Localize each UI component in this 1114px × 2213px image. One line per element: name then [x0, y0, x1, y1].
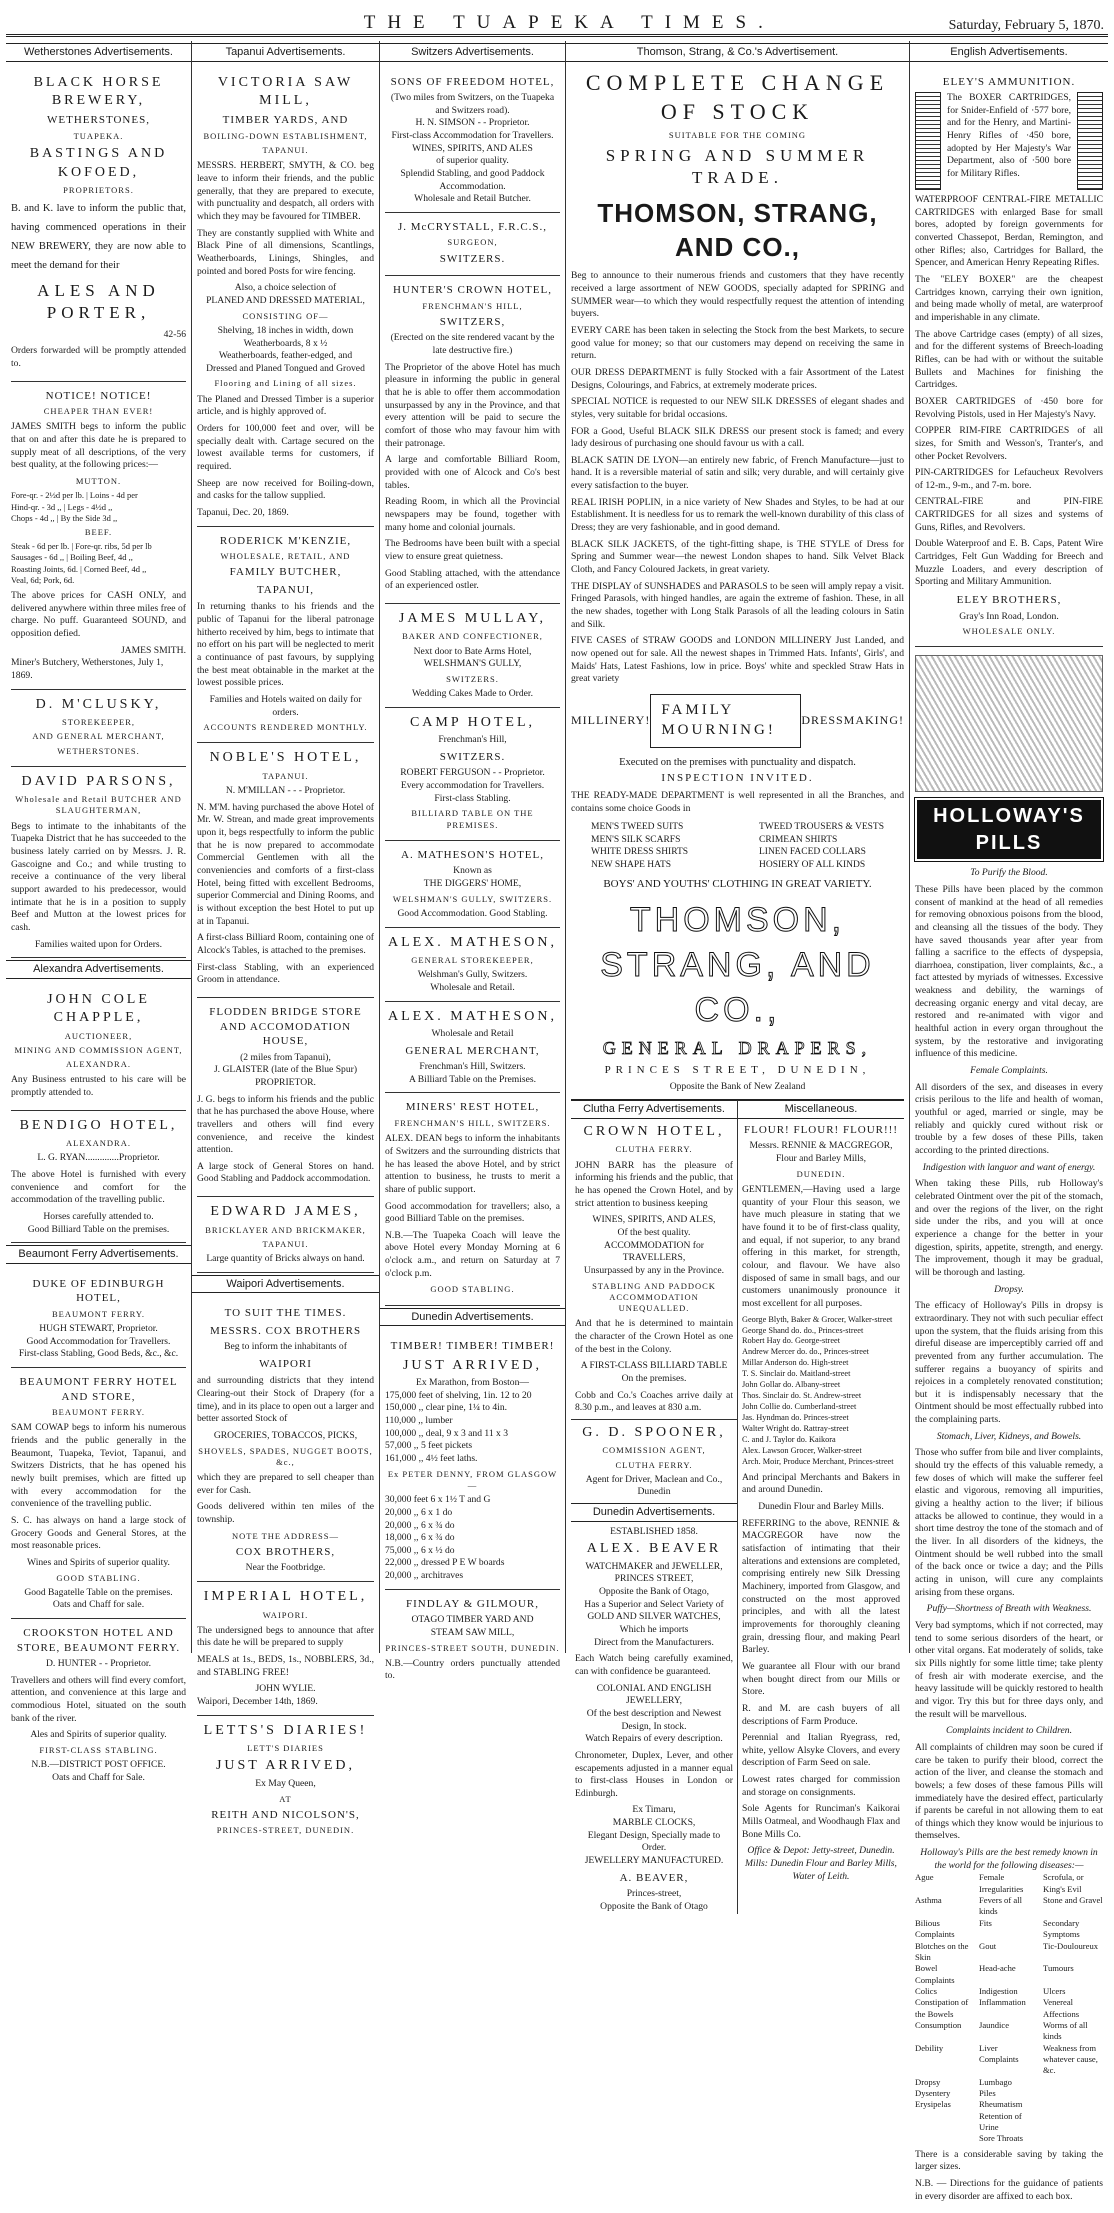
disease-cell: Stone and Gravel [1043, 1895, 1103, 1906]
cartridge-illustration-right [1077, 92, 1103, 190]
ad-duke-hotel: DUKE OF EDINBURGH HOTEL, BEAUMONT FERRY. HUGH STEWART, Proprietor. Good Accommodation for Travellers. First-class Stabling, Good Beds, &c., &c. [11, 1270, 186, 1368]
disease-cell: Scrofula, or King's Evil [1043, 1872, 1084, 1894]
disease-cell: Inflammation [979, 1997, 1026, 2008]
ad-alex-matheson-merchant: ALEX. MATHESON, Wholesale and Retail GENERAL MERCHANT, Frenchman's Hill, Switzers. A Billiard Table on the Premises. [385, 1002, 560, 1094]
ad-chapple: JOHN COLE CHAPPLE, AUCTIONEER, MINING AND COMMISSION AGENT, ALEXANDRA. Any Business entrusted to his care will be promptly attended to. [11, 985, 186, 1111]
ad-mccrystall: J. McCRYSTALL, F.R.C.S., SURGEON, SWITZERS. [385, 213, 560, 276]
ad-edward-james: EDWARD JAMES, BRICKLAYER AND BRICKMAKER, TAPANUI. Large quantity of Bricks always on hand. [197, 1197, 374, 1273]
ad-miners-rest: MINERS' REST HOTEL, FRENCHMAN'S HILL, SWITZERS. ALEX. DEAN begs to inform the inhabitants of Switzers and the surrounding districts that he has leased the above Hotel, and by strict attention to business, he trusts to merit a share of public support. Good accommodation for travellers; also, a good Billiard Table on the premises. N.B.—The Tuapeka Coach will leave the above Hotel every Monday Morning at 6 o'clock a.m., and return on Saturday at 7 o'clock p.m. GOOD STABLING. [385, 1093, 560, 1305]
disease-cell: Retention of Urine [979, 2110, 1022, 2133]
cartridge-illustration-left [915, 92, 941, 190]
millinery-row: MILLINERY! FAMILY MOURNING! DRESSMAKING! [571, 694, 904, 748]
disease-cell: Bilious Complaints [915, 1917, 955, 1940]
section-header: Wetherstones Advertisements. [6, 43, 191, 62]
disease-cell: Rheumatism [979, 2099, 1023, 2110]
ad-hunters-crown: HUNTER'S CROWN HOTEL, FRENCHMAN'S HILL, SWITZERS, (Erected on the site rendered vacant by the late destructive fire.) The Proprietor of the above Hotel has much pleasure in informing the public in general that he is able to offer them accommodation unsurpassed by any in the Province, and that every attention will be paid to secure the comfort of those who may favour him with their patronage. A large and comfortable Billiard Room, provided with one of Alcock and Co's best tables. Reading Room, in which all the Provincial newspapers may be found, together with many home and colonial journals. The Bedrooms have been built with a special view to ensure great quietness. Good Stabling attached, with the attendance of an experienced ostler. [385, 276, 560, 604]
ad-findlay-gilmour: FINDLAY & GILMOUR, OTAGO TIMBER YARD AND STEAM SAW MILL, PRINCES-STREET SOUTH, DUNEDIN. N.B.—Country orders punctually attended to. [385, 1597, 560, 1682]
disease-cell: Blotches on the Skin [915, 1940, 969, 1962]
ad-parsons: DAVID PARSONS, Wholesale and Retail BUTCHER AND SLAUGHTERMAN, Begs to intimate to the inhabitants of the Tuapeka District that he has succeeded to the business lately carried on by Messrs. J. R. Gascoigne and Co.; and while trusting to receive a continuance of the very liberal support awarded to his predecessor, would intimate that he is in a position to supply Beef and Mutton at the lowest prices for cash. Families waited upon for Orders. [11, 767, 186, 958]
ad-mullay: JAMES MULLAY, BAKER AND CONFECTIONER, Next door to Bate Arms Hotel, WELSHMAN'S GULLY, SWITZERS. Wedding Cakes Made to Order. [385, 604, 560, 708]
engraving-illustration [915, 655, 1103, 792]
disease-cell: Head-ache [979, 1963, 1016, 1974]
disease-cell [1043, 2099, 1103, 2110]
masthead [6, 0, 1108, 37]
disease-cell: Tic-Douloureux [1043, 1940, 1099, 1951]
disease-cell: Sore Throats [979, 2133, 1023, 2144]
disease-cell: Asthma [915, 1895, 942, 1906]
section-header: Waipori Advertisements. [192, 1275, 379, 1294]
ad-mcclusky: D. M'CLUSKY, STOREKEEPER, AND GENERAL MERCHANT, WETHERSTONES. [11, 690, 186, 767]
firm-name: THOMSON, STRANG, AND CO., [597, 197, 878, 262]
disease-cell: Venereal Affections [1043, 1997, 1080, 2019]
section-header: English Advertisements. [910, 43, 1108, 62]
section-header: Tapanui Advertisements. [192, 43, 379, 62]
disease-cell: Worms of all kinds [1043, 2019, 1088, 2042]
disease-cell: Constipation of the Bowels [915, 1997, 969, 2019]
disease-cell: Ague [915, 1872, 934, 1883]
section-header: Dunedin Advertisements. [380, 1308, 565, 1327]
ad-matheson-hotel: A. MATHESON'S HOTEL, Known as THE DIGGERS' HOME, WELSHMAN'S GULLY, SWITZERS. Good Accommodation. Good Stabling. [385, 841, 560, 928]
section-header: Dunedin Advertisements. [571, 1503, 737, 1522]
firm-name-outline: THOMSON, STRANG, AND CO., [600, 900, 875, 1029]
ad-beaumont-ferry-hotel: BEAUMONT FERRY HOTEL AND STORE, BEAUMONT FERRY. SAM COWAP begs to inform his numerous friends and the public generally in the Beaumont, Tuapeka, Teviot, Tapanui, and Switzers Districts, that he has opened his newly built premises, which are fitted up with every accommodation for the convenience of the travelling public. S. C. has always on hand a large stock of Grocery Goods and General Stores, at the most reasonable prices. Wines and Spirits of superior quality. GOOD STABLING. Good Bagatelle Table on the premises. Oats and Chaff for sale. [11, 1368, 186, 1619]
diseases-table [915, 1872, 1103, 2144]
disease-cell: Consumption [915, 2019, 962, 2030]
disease-cell [1043, 2111, 1103, 2134]
section-header: Clutha Ferry Advertisements. [571, 1100, 737, 1119]
section-header: Miscellaneous. [738, 1100, 904, 1119]
section-header: Switzers Advertisements. [380, 43, 565, 62]
disease-cell: Debility [915, 2042, 944, 2053]
ad-timber: TIMBER! TIMBER! TIMBER! JUST ARRIVED, Ex Marathon, from Boston— 175,000 feet of shelving, 1in. 12 to 20 150,000 ,, clear pine, 1¼ to 4in. 110,000 ,, lumber 100,000 ,, deal, 9 x 3 and 11 x 3 57,000 ,, 5 feet pickets 161,000 ,, 4½ feet laths. Ex PETER DENNY, FROM GLASGOW— 30,000 feet 6 x 1½ T and G 20,000 ,, 6 x 1 do 20,000 ,, 6 x ¾ do 18,000 ,, 6 x ¾ do 75,000 ,, 6 x ½ do 22,000 ,, dressed P E W boards 20,000 ,, architraves [385, 1332, 560, 1590]
ad-camp-hotel: CAMP HOTEL, Frenchman's Hill, SWITZERS. ROBERT FERGUSON - - Proprietor. Every accommodation for Travellers. First-class Stabling. BILLIARD TABLE ON THE PREMISES. [385, 708, 560, 841]
disease-cell [1043, 2077, 1103, 2088]
disease-cell: Dropsy [915, 2076, 941, 2087]
disease-cell: Secondary Symptoms [1043, 1917, 1080, 1940]
disease-cell: Gout [979, 1940, 997, 1951]
disease-cell: Fits [979, 1917, 992, 1928]
disease-cell: Indigestion [979, 1985, 1018, 1996]
ad-black-horse-brewery: BLACK HORSE BREWERY, WETHERSTONES, TUAPEKA. BASTINGS AND KOFOED, PROPRIETORS. B. and K. lave to inform the public that, having commenced operations in their NEW BREWERY, they are now able to meet the demand for their ALES AND PORTER, 42-56 Orders forwarded will be promptly attended to. [11, 68, 186, 382]
disease-cell [915, 2133, 975, 2144]
ad-eley-ammunition: ELEY'S AMMUNITION. The BOXER CARTRIDGES, for Snider-Enfield of ·577 bore, and for the Henry, and Martini-Henry Rifles of ·450 bore, adopted by Her Majesty's War Department, also of ·500 bore for Military Rifles. WATERPROOF CENTRAL-FIRE METALLIC CARTRIDGES with enlarged Base for small bores, adopted by foreign governments for converted Chassepot, Berdan, Remington, and other Rifles; also, Cartridges for Ballard, the Spencer, and American Henry Repeating Rifles. The "ELEY BOXER" are the cheapest Cartridges known, carrying their own ignition, and being made wholly of metal, are waterproof and imperishable in any climate. The above Cartridge cases (empty) of all sizes, and for the different systems of Breech-loading Rifles, can be had with or without the suitable Bullets and Machines for finishing the Cartridges. BOXER CARTRIDGES of ·450 bore for Revolving Pistols, used in Her Majesty's Navy. COPPER RIM-FIRE CARTRIDGES of all sizes, for Smith and Wesson's, Tranter's, and other Pocket Revolvers. PIN-CARTRIDGES for Lefaucheux Revolvers of 12-m., 9-m., and 7-m. bore. CENTRAL-FIRE and PIN-FIRE CARTRIDGES for all sizes and systems of Guns, Rifles, and Revolvers. Double Waterproof and E. B. Caps, Patent Wire Cartridges, Felt Gun Wadding for Breech and Muzzle Loaders, and every description of Sporting and Military Ammunition. ELEY BROTHERS, Gray's Inn Road, London. WHOLESALE ONLY. [915, 68, 1103, 648]
section-header: Thomson, Strang, & Co.'s Advertisement. [566, 43, 909, 62]
disease-cell: Weakness from whatever cause, &c. [1043, 2042, 1098, 2076]
disease-cell: Erysipelas [915, 2099, 951, 2110]
disease-cell: Lumbago [979, 2076, 1012, 2087]
headline-complete-change: COMPLETE CHANGE OF STOCK [585, 69, 890, 124]
disease-cell: Tumours [1043, 1963, 1074, 1974]
disease-cell [1043, 2133, 1103, 2144]
ad-bendigo-hotel: BENDIGO HOTEL, ALEXANDRA. L. G. RYAN..............Proprietor. The above Hotel is furnished with every convenience and comfort for the accommodation of the travelling public. Horses carefully attended to. Good Billiard Table on the premises. [11, 1111, 186, 1244]
section-header: Beaumont Ferry Advertisements. [6, 1245, 191, 1264]
disease-cell: Piles [979, 2087, 996, 2098]
disease-cell: Liver Complaints [979, 2042, 1019, 2064]
masthead-title: THE TUAPEKA TIMES. [363, 12, 775, 33]
column-thomson-strang: Thomson, Strang, & Co.'s Advertisement. COMPLETE CHANGE OF STOCK SUITABLE FOR THE COMING SPRING AND SUMMER TRADE. THOMSON, STRANG, AND CO., Beg to announce to their numerous friends and customers that they have recently received a large assortment of NEW GOODS, specially adapted for SPRING and SUMMER wear—to which they would respectfully request the attention of intending buyers. EVERY CARE has been taken in selecting the Stock from the best Markets, to secure good value for money; so that our customers may depend on receiving the same in return. OUR DRESS DEPARTMENT is fully Stocked with a fair Assortment of the Latest Designs, Colourings, and Fabrics, at extremely moderate prices. SPECIAL NOTICE is requested to our NEW SILK DRESSES of elegant shades and styles, very suitable for bridal occasions. FOR a Good, Useful BLACK SILK DRESS our present stock is famed; and every lady desirous of purchasing one should favour us with a call. BLACK SATIN DE LYON—an entirely new fabric, of French Manufacture—just to hand. It is a reversible material of satin and silk; very durable, and will certainly give every satisfaction to the buyer. REAL IRISH POPLIN, in a nice variety of New Shades and Styles, to be had at our Establishment. It is needless for us to remark the well-known durability of this class of Dress; they are very fashionable, and in good demand. BLACK SILK JACKETS, of the tight-fitting shape, is THE STYLE of Dress for Spring and Summer wear—the newest London shapes to hand. Silk Velvet Black Cloth, and Fancy Coloured Jackets, in great variety. THE DISPLAY of SUNSHADES and PARASOLS to be seen will amply repay a visit. Fringed Parasols, with hinged handles, are again the extreme of fashion. These, in all the new shades, together with Long Stalk Parasols of all the leading colours in Satin and Silk. FIVE CASES of STRAW GOODS and LONDON MILLINERY Just Landed, and now opened out for sale. All the newest shapes in Trimmed Hats. Infants', Girls', and Maids' Hats, Latest Fashions, low in price. Boys' white and speckled Straw Hats in great variety MILLINERY! FAMILY MOURNING! DRESSMAKING! Executed on the premises with punctuality and dispatch. INSPECTION INVITED. THE READY-MADE DEPARTMENT is well represented in all the Branches, and contains some choice Goods in MEN'S TWEED SUITS MEN'S SILK SCARFS WHITE DRESS SHIRTS NEW SHAPE HATS TWEED TROUSERS & VESTS CRIMEAN SHIRTS LINEN FACED COLLARS HOSIERY OF ALL KINDS BOYS' AND YOUTHS' CLOTHING IN GREAT VARIETY. THOMSON, STRANG, AND CO., GENERAL DRAPERS, PRINCES STREET, DUNEDIN, Opposite the Bank of New Zealand Clutha Ferry Advertisements. CROWN HOTEL, CLUTHA FERRY. JOHN BARR has the pleasure of informing his friends and the public, that he has opened the Crown Hotel, and by strict attention to business keeping WINES, SPIRITS, AND ALES, Of the best quality. ACCOMMODATION for TRAVELLERS, Unsurpassed by any in the Province. STABLING AND PADDOCK ACCOMMODATION UNEQUALLED. And that he is determined to maintain the character of the Crown Hotel as one of the best in the Colony. A FIRST-CLASS BILLIARD TABLE On the premises. Cobb and Co.'s Coaches arrive daily at 8.30 p.m., and leaves at 830 a.m. G. D. SPOONER, COMMISSION AGENT, CLUTHA FERRY. Agent for Driver, Maclean and Co., Dunedin Dunedin Advertisements. ESTABLISHED 1858. ALEX. BEAVER WATCHMAKER and JEWELLER, PRINCES STREET, Opposite the Bank of Otago, Has a Superior and Select Variety of GOLD AND SILVER WATCHES, Which he imports Direct from the Manufacturers. Each Watch being carefully examined, can with confidence be guaranteed. COLONIAL AND ENGLISH JEWELLERY, Of the best description and Newest Design, In stock. Watch Repairs of every description. Chronometer, Duplex, Lever, and other escapements adjusted in a manner equal to first-class Houses in London or Edinburgh. Ex Timaru, MARBLE CLOCKS, Elegant Design, Specially made to Order. JEWELLERY MANUFACTURED. A. BEAVER, Princes-street, Opposite the Bank of Otago Miscellaneous. FLOUR! FLOUR! FLOUR!!! Messrs. RENNIE & MACGREGOR, Flour and Barley Mills, DUNEDIN. GENTLEMEN,—Having used a large quantity of your Flour this season, we have much pleasure in stating that we have found it to be of first-class quality, and equal, if not superior, to any brand offering in this market, for strength, colour, and flavour. We have also disposed of same in small bags, and our customers unanimously pronounce it most excellent for all purposes. George Blyth, Baker & Grocer, Walker-street George Shand do. do., Princes-street Robert Hay do. George-street Andrew Mercer do. do., Princes-street Millar Anderson do. High-street T. S. Sinclair do. Maitland-street John Gollar do. Albany-street Thos. Sinclair do. St. Andrew-street John Collie do. Cumberland-street Jas. Hyndman do. Princes-street Walter Wright do. Rattray-street C. and J. Taylor do. Kaikora Alex. Lawson Grocer, Walker-street Arch. Moir, Produce Merchant, Princes-street And principal Merchants and Bakers in and around Dunedin. Dunedin Flour and Barley Mills. REFERRING to the above, RENNIE & MACGREGOR have now the satisfaction of intimating that their alterations and extensions are completed, comprising entirely new Silk Dressing Machinery, imported from Glasgow, and constructed on the most approved principles, and with all the latest improvements for thoroughly cleaning grain, dressing flour, and making Pearl Barley. We guarantee all Flour with our brand when bought direct from our Mills or Store. R. and M. are cash buyers of all descriptions of Farm Produce. Perennial and Italian Ryegrass, red, white, yellow Alsyke Clovers, and every description of Farm Seed on sale. Lowest rates charged for commission and storage on consignments. Sole Agents for Runciman's Kaikorai Mills Oatmeal, and Woodhaugh Flax and Bone Mills Co. Office & Depot: Jetty-street, Dunedin. Mills: Dunedin Flour and Barley Mills, Water of Leith. [566, 41, 910, 1653]
ready-made-list: MEN'S TWEED SUITS MEN'S SILK SCARFS WHITE DRESS SHIRTS NEW SHAPE HATS TWEED TROUSERS & VESTS CRIMEAN SHIRTS LINEN FACED COLLARS HOSIERY OF ALL KINDS [591, 822, 884, 870]
column-switzers [380, 41, 566, 1682]
ad-sons-of-freedom: SONS OF FREEDOM HOTEL, (Two miles from Switzers, on the Tuapeka and Switzers road). H. N. SIMSON - - Proprietor. First-class Accommodation for Travellers. WINES, SPIRITS, AND ALES of superior quality. Splendid Stabling, and good Paddock Accommodation. Wholesale and Retail Butcher. [385, 68, 560, 213]
ad-alex-matheson-store: ALEX. MATHESON, GENERAL STOREKEEPER, Welshman's Gully, Switzers. Wholesale and Retail. [385, 928, 560, 1002]
disease-cell: Bowel Complaints [915, 1963, 955, 1985]
disease-cell: Ulcers [1043, 1985, 1066, 1996]
disease-cell [1043, 2088, 1103, 2099]
lower-subcolumns: Clutha Ferry Advertisements. CROWN HOTEL, CLUTHA FERRY. JOHN BARR has the pleasure of informing his friends and the public, that he has opened the Crown Hotel, and by strict attention to business keeping WINES, SPIRITS, AND ALES, Of the best quality. ACCOMMODATION for TRAVELLERS, Unsurpassed by any in the Province. STABLING AND PADDOCK ACCOMMODATION UNEQUALLED. And that he is determined to maintain the character of the Crown Hotel as one of the best in the Colony. A FIRST-CLASS BILLIARD TABLE On the premises. Cobb and Co.'s Coaches arrive daily at 8.30 p.m., and leaves at 830 a.m. G. D. SPOONER, COMMISSION AGENT, CLUTHA FERRY. Agent for Driver, Maclean and Co., Dunedin Dunedin Advertisements. ESTABLISHED 1858. ALEX. BEAVER WATCHMAKER and JEWELLER, PRINCES STREET, Opposite the Bank of Otago, Has a Superior and Select Variety of GOLD AND SILVER WATCHES, Which he imports Direct from the Manufacturers. Each Watch being carefully examined, can with confidence be guaranteed. COLONIAL AND ENGLISH JEWELLERY, Of the best description and Newest Design, In stock. Watch Repairs of every description. Chronometer, Duplex, Lever, and other escapements adjusted in a manner equal to first-class Houses in London or Edinburgh. Ex Timaru, MARBLE CLOCKS, Elegant Design, Specially made to Order. JEWELLERY MANUFACTURED. A. BEAVER, Princes-street, Opposite the Bank of Otago Miscellaneous. FLOUR! FLOUR! FLOUR!!! Messrs. RENNIE & MACGREGOR, Flour and Barley Mills, DUNEDIN. GENTLEMEN,—Having used a large quantity of your Flour this season, we have much pleasure in stating that we have found it to be of first-class quality, and equal, if not superior, to any brand offering in this market, for strength, colour, and flavour. We have also disposed of same in small bags, and our customers unanimously pronounce it most excellent for all purposes. George Blyth, Baker & Grocer, Walker-street George Shand do. do., Princes-street Robert Hay do. George-street Andrew Mercer do. do., Princes-street Millar Anderson do. High-street T. S. Sinclair do. Maitland-street John Gollar do. Albany-street Thos. Sinclair do. St. Andrew-street John Collie do. Cumberland-street Jas. Hyndman do. Princes-street Walter Wright do. Rattray-street C. and J. Taylor do. Kaikora Alex. Lawson Grocer, Walker-street Arch. Moir, Produce Merchant, Princes-street And principal Merchants and Bakers in and around Dunedin. Dunedin Flour and Barley Mills. REFERRING to the above, RENNIE & MACGREGOR have now the satisfaction of intimating that their alterations and extensions are completed, comprising entirely new Silk Dressing Machinery, imported from Glasgow, and constructed on the most approved principles, and with all the latest improvements for thoroughly cleaning grain, dressing flour, and making Pearl Barley. We guarantee all Flour with our brand when bought direct from our Mills or Store. R. and M. are cash buyers of all descriptions of Farm Produce. Perennial and Italian Ryegrass, red, white, yellow Alsyke Clovers, and every description of Farm Seed on sale. Lowest rates charged for commission and storage on consignments. Sole Agents for Runciman's Kaikorai Mills Oatmeal, and Woodhaugh Flax and Bone Mills Co. Office & Depot: Jetty-street, Dunedin. Mills: Dunedin Flour and Barley Mills, Water of Leith. [571, 1099, 904, 1913]
ad-imperial-hotel: IMPERIAL HOTEL, WAIPORI. The undersigned begs to announce that after this date he will be prepared to supply MEALS at 1s., BEDS, 1s., NOBBLERS, 3d., and STABLING FREE! JOHN WYLIE. Waipori, December 14th, 1869. [197, 1582, 374, 1716]
family-mourning-box: FAMILY MOURNING! [650, 694, 801, 748]
disease-cell [915, 2111, 975, 2134]
ad-nobles-hotel: NOBLE'S HOTEL, TAPANUI. N. M'MILLAN - - - Proprietor. N. M'M. having purchased the above Hotel of Mr. W. Strean, and made great improvements upon it, begs respectfully to inform the public that he is now prepared to accommodate Commercial Gentlemen with all the conveniencies and comforts of a first-class Hotel, being fitted with excellent Bedrooms, superior Commercial and Dining Rooms, and is without exception the best Hotel to put up at in Tapanui. A first-class Billiard Room, containing one of Alcock's Tables, is attached to the premises. First-class Stabling, with an experienced Groom in attendance. [197, 743, 374, 998]
ad-cox-brothers: TO SUIT THE TIMES. MESSRS. COX BROTHERS Beg to inform the inhabitants of WAIPORI and surrounding districts that they intend Clearing-out their Stock of Drapery (for a time), and in its place to open out a larger and better assorted Stock of GROCERIES, TOBACCOS, PICKS, SHOVELS, SPADES, NUGGET BOOTS, &c., which they are prepared to sell cheaper than ever for Cash. Goods delivered within ten miles of the township. NOTE THE ADDRESS— COX BROTHERS, Near the Footbridge. [197, 1299, 374, 1582]
holloways-banner: HOLLOWAY'S PILLS [915, 798, 1103, 861]
section-header: Alexandra Advertisements. [6, 960, 191, 979]
ad-james-smith: NOTICE! NOTICE! CHEAPER THAN EVER! JAMES SMITH begs to inform the public that on and after this date he is prepared to supply meat of all descriptions, of the very best quality, at the following prices:— MUTTON. Fore-qr. - 2½d per lb. | Loins - 4d per Hind-qr. - 3d ,, | Legs - 4½d ,, Chops - 4d ,, | By the Side 3d ,, BEEF. Steak - 6d per lb. | Fore-qr. ribs, 5d per lb Sausages - 6d ,, | Boiling Beef, 4d ,, Roasting Joints, 6d. | Corned Beef, 4d ,, Veal, 6d; Pork, 6d. The above prices for CASH ONLY, and delivered anywhere within three miles free of charge. No puff. Guaranteed SOUND, and opposition defied. JAMES SMITH. Miner's Butchery, Wetherstones, July 1, 1869. [11, 382, 186, 690]
columns [6, 41, 1108, 2202]
masthead-date: Saturday, February 5, 1870. [948, 18, 1104, 33]
disease-cell: Fevers of all kinds [979, 1895, 1022, 1917]
column-tapanui [192, 41, 380, 1836]
ad-victoria-saw-mill: VICTORIA SAW MILL, TIMBER YARDS, AND BOILING-DOWN ESTABLISHMENT, TAPANUI. MESSRS. HERBERT, SMYTH, & CO. beg leave to inform their friends, and the public generally, that they are prepared to execute, with punctuality and despatch, all orders with which they may be favoured for TIMBER. They are constantly supplied with White and Black Pine of all dimensions, Scantlings, Weatherboards, Linings, Shingles, and pointed and bored Posts for wire fencing. Also, a choice selection of PLANED AND DRESSED MATERIAL, CONSISTING OF— Shelving, 18 inches in width, down Weatherboards, 8 x ½ Weatherboards, feather-edged, and Dressed and Planed Tongued and Groved Flooring and Lining of all sizes. The Planed and Dressed Timber is a superior article, and is highly approved of. Orders for 100,000 feet and over, will be specially dealt with. Cartage secured on the lowest available terms for customers, if required. Sheep are now received for Boiling-down, and casks for the tallow supplied. Tapanui, Dec. 20, 1869. [197, 68, 374, 527]
column-wetherstones [6, 41, 192, 1783]
ad-letts-diaries: LETTS'S DIARIES! LETT'S DIARIES JUST ARRIVED, Ex May Queen, AT REITH AND NICOLSON'S, PRINCES-STREET, DUNEDIN. [203, 1722, 368, 1836]
disease-cell: Female Irregularities [979, 1872, 1024, 1894]
ad-crookston-hotel: CROOKSTON HOTEL AND STORE, BEAUMONT FERRY. D. HUNTER - - Proprietor. Travellers and others will find every comfort, attention, and convenience at this large and commodious Hotel, situated on the south bank of the river. Ales and Spirits of superior quality. FIRST-CLASS STABLING. N.B.—DISTRICT POST OFFICE. Oats and Chaff for Sale. [11, 1627, 186, 1783]
ad-mckenzie: RODERICK M'KENZIE, WHOLESALE, RETAIL, AND FAMILY BUTCHER, TAPANUI, In returning thanks to his friends and the public of Tapanui for the liberal patronage hitherto received by him, begs to intimate that no effort on his part will be neglected to merit a continuance of past favours, by supplying the best meat obtainable in the market at the lowest possible prices. Families and Hotels waited on daily for orders. ACCOUNTS RENDERED MONTHLY. [197, 527, 374, 744]
ad-flodden-bridge: FLODDEN BRIDGE STORE AND ACCOMODATION HOUSE, (2 miles from Tapanui), J. GLAISTER (late of the Blue Spur) PROPRIETOR. J. G. begs to inform his friends and the public that he has purchased the above House, where travellers and others will find every convenience, and receive the kindest attention. A large stock of General Stores on hand. Good Stabling and Paddock accommodation. [197, 998, 374, 1197]
disease-cell: Dysentery [915, 2087, 951, 2098]
ad-holloways-pills: HOLLOWAY'S PILLS To Purify the Blood. These Pills have been placed by the common consent of mankind at the head of all remedies for removing obnoxious poisons from the blood, and cleansing all the tissues of the body. They have saved thousands year after year from falling a sacrifice to the effects of dyspepsia, diarrhoea, constipation, liver complaints, &c., a fact attested by myriads of witnesses. Excessive weakness and debility, the warnings of decreasing organic energy and vital decay, are restored and re-animated with vigor and healthful action in every organ throughout the system, by the restorative and invigorating influence of this medicine. Female Complaints. All disorders of the sex, and diseases in every crisis perilous to the life and health of woman, youthful or aged, married or single, may be reliably and quickly cured without risk or trouble by a few doses of these Pills, taken according to the printed directions. Indigestion with languor and want of energy. When taking these Pills, rub Holloway's celebrated Ointment over the pit of the stomach, and over the regions of the liver, on the right side under the ribs, and you will at once experience a change for the better in your digestion, spirits, appetite, strength, and energy. The improvement, though it may be gradual, will be thorough and lasting. Dropsy. The efficacy of Holloway's Pills in dropsy is extraordinary. They not with such peculiar effect upon the system, that the fluids arising from this direful disease are imperceptibly carried off and prevented from any further accumulation. The sufferer regains a buoyancy of spirits and rejoices in a completely renovated constitution; but it is indispensably necessary that the Ointment should be most effectually rubbed into the complaining parts. Stomach, Liver, Kidneys, and Bowels. Those who suffer from bile and liver complaints, should try the effects of this valuable remedy, a few doses of which will make the sufferer feel elastic and vigorous, removing all impurities, giving a healthy action to the liver; if bilious attacks be allowed to continue, they would in a short time destroy the tone of the stomach and of the liver. In all disorders of the kidneys, the Ointment should be well rubbed into the small of the back once or twice a day; and the Pills acting in unison, will cure any complaints arising from these organs. Puffy—Shortness of Breath with Weakness. Very bad symptoms, which if not corrected, may tend to some serious disorders of the heart, or other vital organs. Eat moderately of solids, take six Pills nightly for some little time; take plenty of fresh air with moderate exercise, and the heavy lassitude will be quickly restored to health and vigor. Try this but for three days only, and the result will be marvellous. Complaints incident to Children. All complaints of children may soon be cured if care be taken to purify their blood, correct the action of the liver, and cleanse the stomach and bowels; a few doses of these famous Pills will immediately have the desired effect, particularly if parents be careful in not allowing them to eat of things which they know would be injurious to themselves. Holloway's Pills are the best remedy known in the world for the following diseases:— Ague Female Irregularities Scrofula, or King's Evil Asthma Fevers of all kinds Stone and Gravel Bilious Complaints Fits Secondary Symptoms Blotches on the Skin Gout Tic-Douloureux Bowel Complaints Head-ache Tumours Colics Indigestion Ulcers Constipation of the Bowels Inflammation Venereal Affections Consumption Jaundice Worms of all kinds Debility Liver Complaints Weakness from whatever cause, &c. Dropsy Lumbago Dysentery Piles Erysipelas Rheumatism Retention of Urine Sore Throats There is a considerable saving by taking the larger sizes. N.B. — Directions for the guidance of patients in every disorder are affixed to each box. [915, 647, 1103, 2213]
disease-cell: Jaundice [979, 2019, 1010, 2030]
column-english [910, 41, 1108, 2202]
disease-cell: Colics [915, 1985, 937, 1996]
